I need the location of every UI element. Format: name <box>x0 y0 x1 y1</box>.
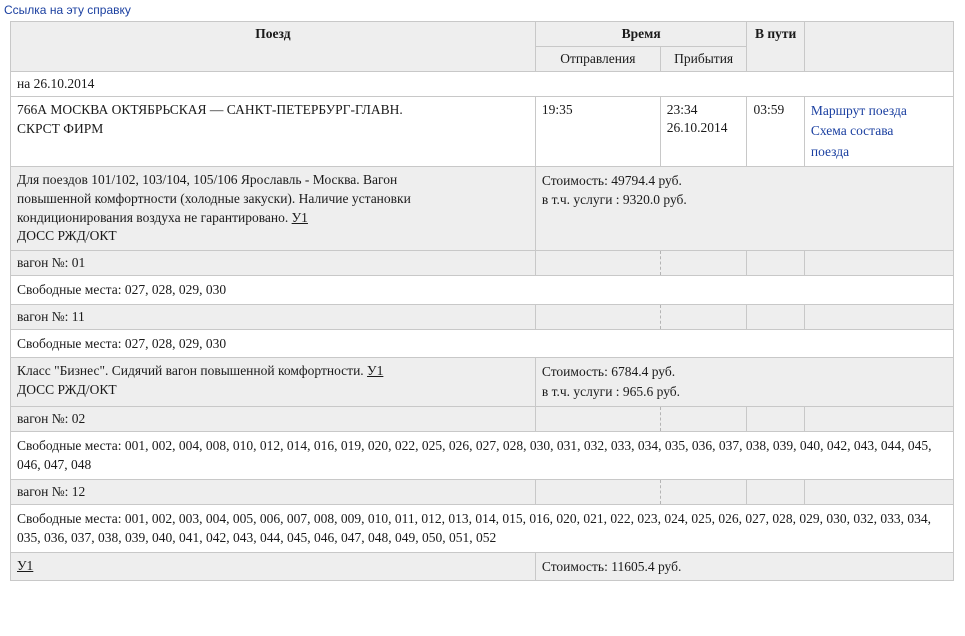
class-desc-line3-text: кондиционирования воздуха не гарантировано. <box>17 209 289 225</box>
seats-row <box>11 504 954 552</box>
wagon-row <box>11 251 954 276</box>
wagon-spacer-2 <box>660 479 747 504</box>
class-row <box>11 166 954 251</box>
wagon-spacer-3 <box>747 479 804 504</box>
wagon-spacer-4 <box>804 406 953 431</box>
train-name-cell <box>11 97 536 167</box>
wagon-spacer-4 <box>804 251 953 276</box>
class-row <box>11 552 954 581</box>
class-desc-text: Класс "Бизнес". Сидячий вагон повышенной комфортности. <box>17 363 364 379</box>
class-description-cell <box>11 358 536 406</box>
class-price-cell <box>535 166 953 251</box>
class-owner: ДОСС РЖД/ОКТ <box>17 228 117 244</box>
header-duration-line1: В пути <box>755 26 797 41</box>
table-header-row-1 <box>11 22 954 47</box>
wagon-spacer-1 <box>535 479 660 504</box>
wagon-row <box>11 304 954 329</box>
class-price: Стоимость: 11605.4 руб. <box>541 558 682 574</box>
wagon-spacer-4 <box>804 479 953 504</box>
train-links-cell <box>804 97 953 167</box>
header-links <box>804 22 953 72</box>
class-price-cell <box>535 552 953 581</box>
wagon-spacer-2 <box>660 406 747 431</box>
header-train: Поезд <box>11 22 536 72</box>
seats-row <box>11 276 954 305</box>
link-train-route[interactable]: Маршрут поезда <box>810 103 907 118</box>
class-owner: ДОСС РЖД/ОКТ <box>17 382 117 398</box>
wagon-spacer-4 <box>804 304 953 329</box>
class-desc-line1 <box>17 362 529 381</box>
u1-link[interactable]: У1 <box>291 209 308 225</box>
u1-link[interactable]: У1 <box>367 363 384 379</box>
class-row <box>11 358 954 406</box>
train-arrival-cell <box>660 97 747 167</box>
class-desc-line1: Для поездов 101/102, 103/104, 105/106 Ярославль - Москва. Вагон <box>17 171 398 187</box>
train-arrival-time: 23:34 <box>666 102 698 117</box>
train-name-line2: СКРСТ ФИРМ <box>17 120 104 136</box>
train-departure-time: 19:35 <box>535 97 660 167</box>
seats-row <box>11 431 954 479</box>
wagon-spacer-3 <box>747 304 804 329</box>
reference-link-label[interactable]: Ссылка на эту справку <box>4 3 131 17</box>
wagon-label: вагон №: 11 <box>11 304 536 329</box>
u1-link[interactable]: У1 <box>17 557 34 573</box>
class-description-cell <box>11 552 536 581</box>
seats-list: Свободные места: 001, 002, 004, 008, 010, 012, 014, 016, 019, 020, 022, 025, 026, 027, 028, 030, 031, 032, 033, 034, 035, 036, 037, 038, 039, 040, 042, 043, 044, 045, 046, 047, 048 <box>11 431 954 479</box>
wagon-row <box>11 479 954 504</box>
class-service-price: в т.ч. услуги : 965.6 руб. <box>541 384 681 399</box>
wagon-spacer-3 <box>747 251 804 276</box>
wagon-spacer-1 <box>535 406 660 431</box>
train-row <box>11 97 954 167</box>
wagon-spacer-2 <box>660 304 747 329</box>
wagon-label: вагон №: 01 <box>11 251 536 276</box>
wagon-label: вагон №: 12 <box>11 479 536 504</box>
class-price-cell <box>535 358 953 406</box>
reference-link[interactable] <box>0 0 965 21</box>
date-label: на 26.10.2014 <box>11 72 954 97</box>
train-schedule-table <box>10 21 954 581</box>
train-duration: 03:59 <box>747 97 804 167</box>
header-duration <box>747 22 804 72</box>
header-departure: Отправления <box>535 47 660 72</box>
seats-list: Свободные места: 027, 028, 029, 030 <box>11 329 954 358</box>
class-description-cell <box>11 166 536 251</box>
class-price: Стоимость: 49794.4 руб. <box>541 172 682 188</box>
seats-list: Свободные места: 027, 028, 029, 030 <box>11 276 954 305</box>
header-arrival: Прибытия <box>660 47 747 72</box>
train-name-line1: 766А МОСКВА ОКТЯБРЬСКАЯ — САНКТ-ПЕТЕРБУРГ-ГЛАВН. <box>17 102 403 117</box>
wagon-label: вагон №: 02 <box>11 406 536 431</box>
wagon-row <box>11 406 954 431</box>
class-desc-line3 <box>17 209 529 228</box>
seats-row <box>11 329 954 358</box>
header-time: Время <box>535 22 747 47</box>
wagon-spacer-3 <box>747 406 804 431</box>
link-train-scheme-cont[interactable]: поезда <box>810 143 850 159</box>
class-service-price: в т.ч. услуги : 9320.0 руб. <box>541 192 687 208</box>
seats-list: Свободные места: 001, 002, 003, 004, 005, 006, 007, 008, 009, 010, 011, 012, 013, 014, 015, 016, 020, 021, 022, 023, 024, 025, 026, 027, 028, 029, 030, 032, 033, 034, 035, 036, 037, 038, 039, 040, 041, 042, 043, 044, 045, 046, 047, 048, 049, 050, 051, 052 <box>11 504 954 552</box>
link-train-scheme[interactable]: Схема состава <box>810 123 894 139</box>
class-desc-line2: повышенной комфортности (холодные закуски). Наличие установки <box>17 190 411 206</box>
wagon-spacer-1 <box>535 251 660 276</box>
class-price: Стоимость: 6784.4 руб. <box>541 364 676 380</box>
train-arrival-date: 26.10.2014 <box>666 120 728 136</box>
wagon-spacer-1 <box>535 304 660 329</box>
date-row <box>11 72 954 97</box>
wagon-spacer-2 <box>660 251 747 276</box>
